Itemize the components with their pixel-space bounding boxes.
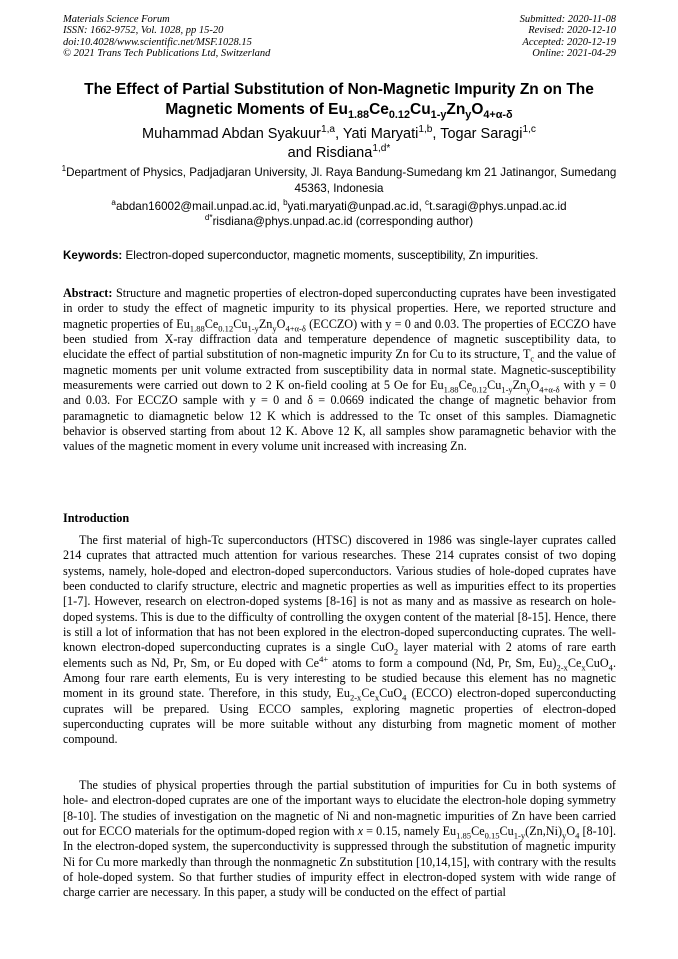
intro-text: atoms to form a compound (Nd, Pr, Sm, Eu) bbox=[328, 655, 557, 670]
intro-text: [8-10]. In the electron-doped system, the superconductivity is suppressed through the substitution of magnetic impurity Ni for Cu more markedly than through the nonmagnetic Zn substitution [10,14,15], with contrary with the results of hole-doped system. So that further studies of impurity effect in electron-doped system with wide range of charge carrier are necessary. In this paper, a study will be conducted on the effect of partial bbox=[63, 824, 616, 900]
journal-header-left bbox=[63, 14, 270, 60]
keywords-text: Electron-doped superconductor, magnetic moments, susceptibility, Zn impurities. bbox=[125, 249, 539, 262]
section-heading-introduction: Introduction bbox=[63, 511, 130, 525]
email-list: $^a$abdan16002@mail.unpad.ac.id, $^b$yati.maryati@unpad.ac.id, $^c$t.saragi@phys.unpad.ac.id $^{d*}$risdiana@phys.unpad.ac.id (corresponding author) bbox=[111, 198, 567, 228]
abstract-text: (ECCZO) with y = 0 and 0.03. The properties of ECCZO have been studied from X-ray diffraction data and temperature dependence of magnetic susceptibility data, to elucidate the effect of partial substitution of non-magnetic impurity Zn for Cu to its structure, T bbox=[63, 316, 616, 362]
journal-copyright: © 2021 Trans Tech Publications Ltd, Switzerland bbox=[63, 48, 271, 60]
intro-text: CuO bbox=[379, 686, 403, 701]
author-name: Muhammad Abdan Syakuur bbox=[142, 126, 321, 142]
journal-doi: doi:10.4028/www.scientific.net/MSF.1028.15 bbox=[63, 36, 252, 48]
abstract: Abstract: Structure and magnetic properties of electron-doped superconducting cuprates have been investigated in order to study the effect of magnetic impurity to its physical properties. Here, we reported structure and magnetic properties of $Eu_{1.88}Ce_{0.12}Cu_{1-y}Zn_yO_{4+\alpha-\delta}$ (ECCZO) with y = 0 and 0.03. The properties of ECCZO have been studied from X-ray diffraction data and temperature dependence of magnetic susceptibility data, to elucidate the effect of partial substitution of non-magnetic impurity Zn for Cu to its structure, $T_c$ and the value of magnetic moments per unit volume extracted from susceptibility data in normal state. Magnetic-susceptibility measurements were carried out down to 2 K on-field cooling at 5 Oe for $Eu_{1.88}Ce_{0.12}Cu_{1-y}Zn_yO_{4+\alpha-\delta}$ with y = 0 and 0.03. For ECCZO sample with y = 0 and δ = 0.0669 indicated the change of magnetic behavior from paramagnetic to diamagnetic below 12 K which is addressed to the Tc onset of this samples. Diamagnetic behavior is observed starting from about 12 K. Above 12 K, all samples show paramagnetic behavior with the values of the magnetic moment in every volume unit increased with increasing Zn. bbox=[63, 286, 616, 454]
author-sup: 1,c bbox=[522, 124, 536, 136]
journal-name: Materials Science Forum bbox=[63, 14, 170, 25]
affiliation-text: Department of Physics, Padjadjaran University, Jl. Raya Bandung-Sumedang km 21 Jatinangor, Sumedang 45363, Indonesia bbox=[66, 166, 617, 195]
intro-text: (ECCO) electron-doped superconducting cuprates will be prepared. Using ECCO samples, exploring magnetic properties of electron-doped superconducting cuprates will be more suitable without any disturbing from magnetic moment of mother compound. bbox=[63, 686, 616, 747]
author-name: Risdiana bbox=[315, 145, 373, 161]
date-revised: Revised: 2020-12-10 bbox=[528, 25, 616, 37]
author-and: and bbox=[287, 145, 312, 161]
email-link[interactable]: risdiana@phys.unpad.ac.id (corresponding author) bbox=[212, 214, 474, 228]
author-name: Togar Saragi bbox=[440, 126, 523, 142]
journal-issn: ISSN: 1662-9752, Vol. 1028, pp 15-20 bbox=[63, 25, 224, 37]
affiliation bbox=[60, 165, 618, 197]
abstract-label: Abstract: bbox=[63, 286, 113, 300]
author-sup: 1,b bbox=[418, 124, 433, 136]
intro-paragraph-2: The studies of physical properties through the partial substitution of impurities for Cu in both systems of hole- and electron-doped cuprates are one of the important ways to elucidate the electron-hole doping symmetry [8-10]. The studies of investigation on the magnetic of Ni and non-magnetic impurities of Zn have been carried out for ECCO materials for the optimum-doped region with x = 0.15, namely $Eu_{1.85}Ce_{0.15}Cu_{1-y}(Zn,Ni)_yO_4$ [8-10]. In the electron-doped system, the superconductivity is suppressed through the substitution of magnetic impurity Ni for Cu more markedly than through the nonmagnetic Zn substitution [10,14,15], with contrary with the results of hole-doped system. So that further studies of impurity effect in electron-doped system with wide range of charge carrier are necessary. In this paper, a study will be conducted on the effect of partial bbox=[63, 778, 616, 900]
intro-text: CuO bbox=[585, 655, 609, 670]
author-sup: 1,a bbox=[320, 124, 336, 136]
abstract-text: Structure and magnetic properties of electron-doped superconducting cuprates have been investigated in order to study the effect of magnetic impurity to its physical properties. Here, we reported structure and magnetic properties of bbox=[63, 286, 616, 331]
author-sup: 1,d* bbox=[372, 143, 391, 155]
journal-header-right bbox=[520, 14, 616, 60]
author-list: Muhammad Abdan Syakuur$^{1,a}$, Yati Maryati$^{1,b}$, Togar Saragi$^{1,c}$ and Risdiana$^{1,d*}$ bbox=[142, 124, 536, 161]
email-link[interactable]: yati.maryati@unpad.ac.id bbox=[287, 200, 419, 213]
email-link[interactable]: t.saragi@phys.unpad.ac.id bbox=[429, 200, 567, 213]
intro-text: layer material with 2 atoms of rare earth elements such as Nd, Pr, Sm, or Eu doped with Ce bbox=[63, 640, 616, 670]
abstract-text: with y = 0 and 0.03. For ECCZO sample with y = 0 and δ = 0.0669 indicated the change of magnetic behavior from paramagnetic to diamagnetic below 12 K which is addressed to the Tc onset of this samples. Diamagnetic behavior is observed starting from about 12 K. Above 12 K, all samples show paramagnetic behavior with the values of the magnetic moment in every volume unit increased with increasing Zn. bbox=[63, 378, 616, 454]
intro-text: The first material of high-Tc superconductors (HTSC) discovered in 1986 was single-layer cuprates called 214 cuprates that attracted much attention for various researches. These 214 cuprates consist of two doping systems, namely, hole-doped and electron-doped superconductors. Various studies of hole-doped cuprates have been conducted to clarify structure, electric and magnetic properties as well as impurities effect to its properties [1-7]. However, research on electron-doped systems [8-16] is not as many and as massive as research on hole-doped systems. This is due to the difficulty of controlling the oxygen content of the material [8-15]. Hence, there is still a lot of information that has not been explored in the electron-doped superconducting cuprates. The well-known electron-doped superconducting cuprates is a single CuO bbox=[63, 533, 616, 655]
date-accepted: Accepted: 2020-12-19 bbox=[522, 36, 616, 48]
author-name: Yati Maryati bbox=[342, 126, 419, 142]
intro-paragraph-1: The first material of high-Tc superconductors (HTSC) discovered in 1986 was single-layer cuprates called 214 cuprates that attracted much attention for various researches. These 214 cuprates consist of two doping systems, namely, hole-doped and electron-doped superconductors. Various studies of hole-doped cuprates have been conducted to clarify structure, electric and magnetic properties as well as impurities effect to its properties [1-7]. However, research on electron-doped systems [8-16] is not as many and as massive as research on hole-doped systems. This is due to the difficulty of controlling the oxygen content of the material [8-15]. Hence, there is still a lot of information that has not been explored in the electron-doped superconducting cuprates. The well-known electron-doped superconducting cuprates is a single CuO$_2$ layer material with 2 atoms of rare earth elements such as Nd, Pr, Sm, or Eu doped with $Ce^{4+}$ atoms to form a compound (Nd, Pr, Sm, $Eu)_{2-x}Ce_xCuO_4$. Among four rare earth elements, Eu is very interesting to be studied because this element has no magnetic moment in its ground state. Therefore, in this study, $Eu_{2-x}Ce_xCuO_4$ (ECCO) electron-doped superconducting cuprates will be prepared. Using ECCO samples, exploring magnetic properties of electron-doped superconducting cuprates will be more suitable without any disturbing from magnetic moment of mother compound. bbox=[63, 533, 616, 747]
intro-text: = 0.15, namely bbox=[363, 824, 443, 839]
affiliation-sup: 1 bbox=[61, 164, 67, 174]
intro-text: . Among four rare earth elements, Eu is very interesting to be studied because this element has no magnetic moment in its ground state. Therefore, in this study, Eu bbox=[63, 655, 616, 701]
title-formula: $Eu_{1.88}Ce_{0.12}Cu_{1-y}Zn_yO_{4+\alpha-\delta}$ bbox=[328, 101, 513, 122]
keywords-label: Keywords: bbox=[63, 249, 123, 262]
keywords bbox=[63, 248, 616, 263]
email-link[interactable]: abdan16002@mail.unpad.ac.id bbox=[115, 200, 277, 213]
paper-title bbox=[60, 80, 618, 120]
title-text: The Effect of Partial Substitution of Non-Magnetic Impurity Zn on The Magnetic Moments of bbox=[84, 81, 594, 118]
abstract-text: and the value of magnetic moments per unit volume extracted from susceptibility data in normal state. Magnetic-susceptibility measurements were carried out down to 2 K on-field cooling at 5 Oe for bbox=[63, 347, 616, 393]
date-online: Online: 2021-04-29 bbox=[532, 48, 616, 60]
date-submitted: Submitted: 2020-11-08 bbox=[519, 14, 616, 25]
intro-text: The studies of physical properties through the partial substitution of impurities for Cu in both systems of hole- and electron-doped cuprates are one of the important ways to elucidate the electron-hole doping symmetry [8-10]. The studies of investigation on the magnetic of Ni and non-magnetic impurities of Zn have been carried out for ECCO materials for the optimum-doped region with bbox=[63, 778, 616, 839]
